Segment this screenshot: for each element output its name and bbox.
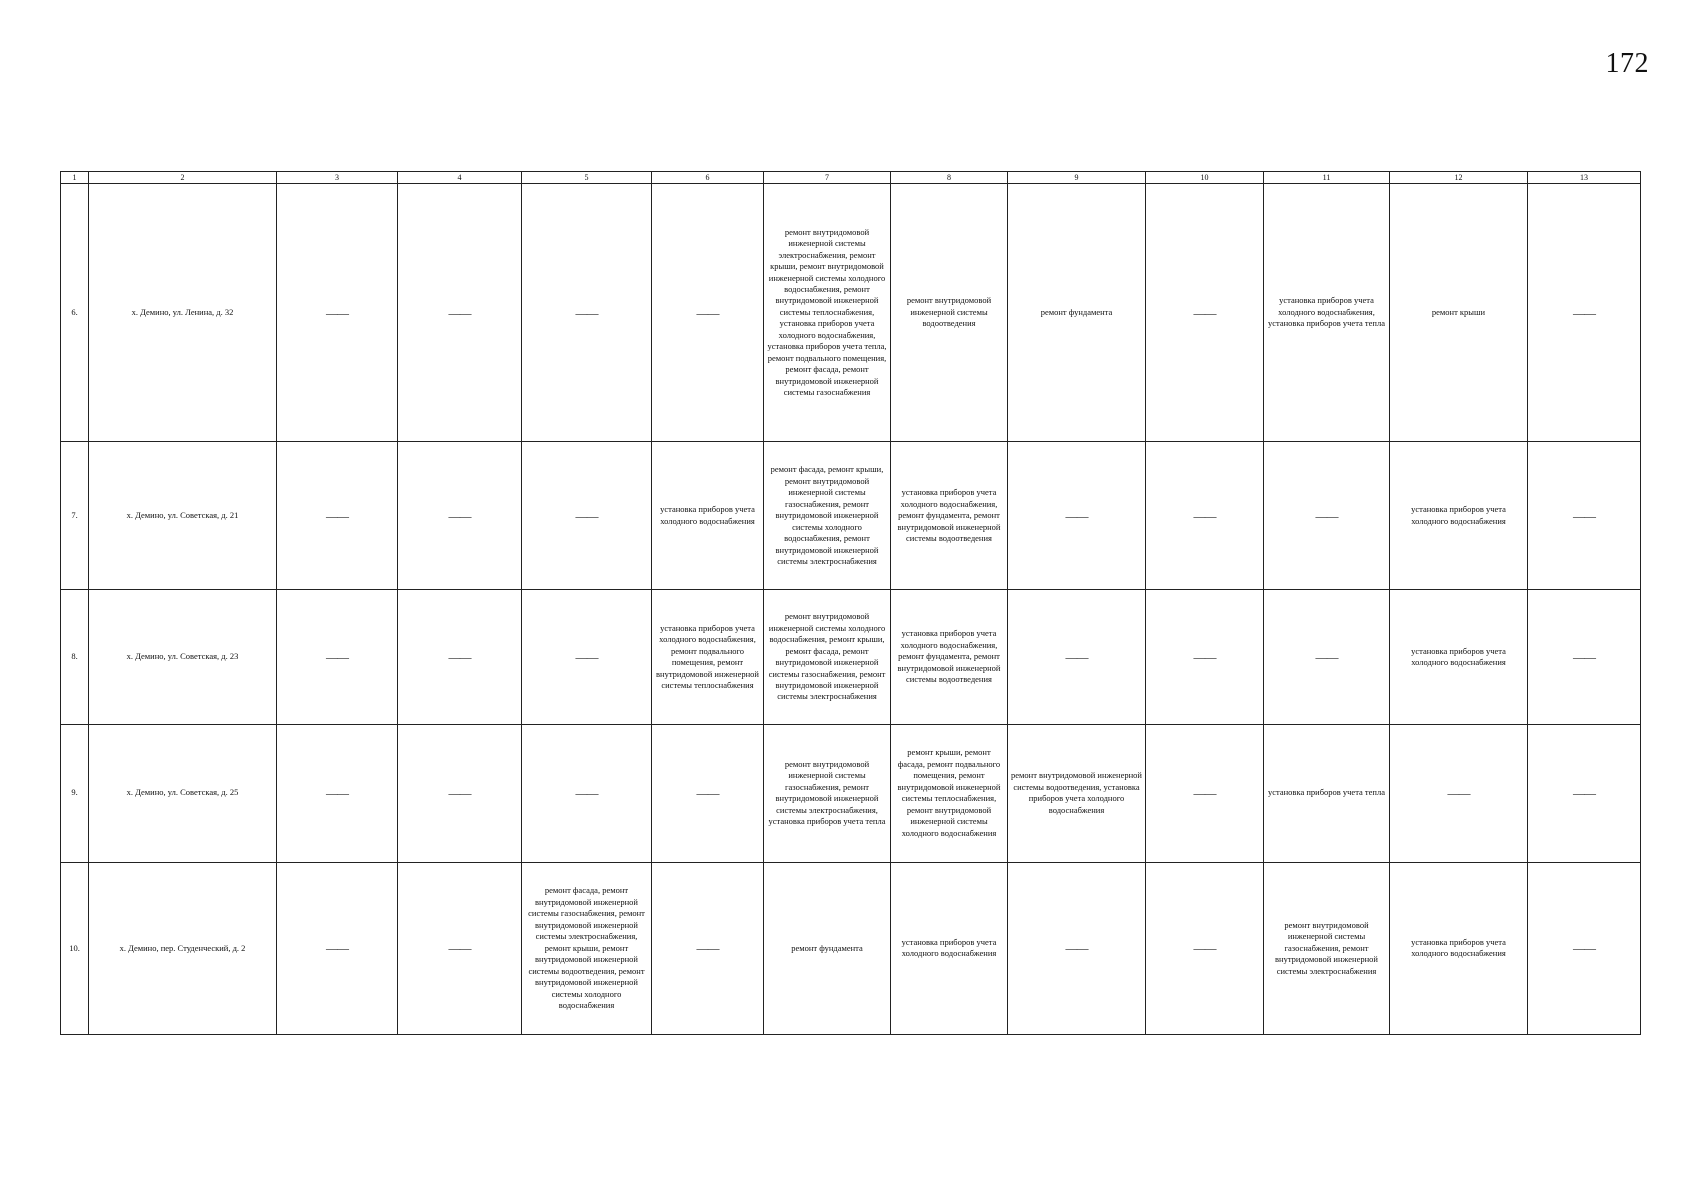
dash-cell: —— [398,184,522,442]
dash-cell: —— [277,590,398,724]
dash-cell: —— [1008,590,1146,724]
dash-cell: —— [398,862,522,1034]
works-cell: ремонт внутридомовой инженерной системы электроснабжения, ремонт крыши, ремонт внутридомовой инженерной системы холодного водоснабжения, ремонт внутридомовой инженерной системы теплоснабжения, установка приборов учета холодного водоснабжения, установка приборов учета тепла, ремонт подвального помещения, ремонт фасада, ремонт внутридомовой инженерной системы газоснабжения [764,184,891,442]
column-header: 7 [764,172,891,184]
dash-cell: —— [398,442,522,590]
table-row [61,442,1641,590]
column-header: 10 [1146,172,1264,184]
column-header: 1 [61,172,89,184]
dash-cell: —— [398,590,522,724]
repair-schedule-table [60,171,1641,1035]
dash-cell: —— [1008,442,1146,590]
dash-cell: —— [522,590,652,724]
dash-cell: —— [277,724,398,862]
table-row [61,862,1641,1034]
dash-cell: —— [277,442,398,590]
dash-cell: —— [398,724,522,862]
works-cell: ремонт внутридомовой инженерной системы газоснабжения, ремонт внутридомовой инженерной системы электроснабжения, установка приборов учета тепла [764,724,891,862]
row-number: 6. [61,184,89,442]
table-row [61,184,1641,442]
dash-cell: —— [522,442,652,590]
column-header: 11 [1264,172,1390,184]
dash-cell: —— [1264,590,1390,724]
dash-cell: —— [522,724,652,862]
column-header: 8 [891,172,1008,184]
works-cell: ремонт внутридомовой инженерной системы газоснабжения, ремонт внутридомовой инженерной системы электроснабжения [1264,862,1390,1034]
works-cell: ремонт внутридомовой инженерной системы холодного водоснабжения, ремонт крыши, ремонт фасада, ремонт внутридомовой инженерной системы газоснабжения, ремонт внутридомовой инженерной системы электроснабжения [764,590,891,724]
dash-cell: —— [1264,442,1390,590]
works-cell: ремонт фасада, ремонт внутридомовой инженерной системы газоснабжения, ремонт внутридомовой инженерной системы электроснабжения, ремонт крыши, ремонт внутридомовой инженерной системы водоотведения, ремонт внутридомовой инженерной системы холодного водоснабжения [522,862,652,1034]
column-header: 9 [1008,172,1146,184]
works-cell: установка приборов учета холодного водоснабжения [891,862,1008,1034]
dash-cell: —— [1146,590,1264,724]
column-header: 6 [652,172,764,184]
dash-cell: —— [1146,862,1264,1034]
works-cell: ремонт крыши [1390,184,1528,442]
table-row [61,590,1641,724]
address-cell: х. Демино, ул. Советская, д. 21 [89,442,277,590]
works-cell: установка приборов учета холодного водоснабжения [1390,590,1528,724]
dash-cell: —— [1528,724,1641,862]
works-cell: установка приборов учета холодного водоснабжения, установка приборов учета тепла [1264,184,1390,442]
works-cell: установка приборов учета холодного водоснабжения, ремонт фундамента, ремонт внутридомовой инженерной системы водоотведения [891,590,1008,724]
dash-cell: —— [1528,442,1641,590]
dash-cell: —— [1390,724,1528,862]
works-cell: ремонт фундамента [1008,184,1146,442]
column-header: 12 [1390,172,1528,184]
address-cell: х. Демино, пер. Студенческий, д. 2 [89,862,277,1034]
address-cell: х. Демино, ул. Ленина, д. 32 [89,184,277,442]
dash-cell: —— [1146,724,1264,862]
dash-cell: —— [652,862,764,1034]
works-cell: установка приборов учета холодного водоснабжения [1390,862,1528,1034]
dash-cell: —— [1528,590,1641,724]
table-row [61,724,1641,862]
dash-cell: —— [277,184,398,442]
works-cell: ремонт фасада, ремонт крыши, ремонт внутридомовой инженерной системы газоснабжения, ремонт внутридомовой инженерной системы холодного водоснабжения, ремонт внутридомовой инженерной системы электроснабжения [764,442,891,590]
works-cell: установка приборов учета тепла [1264,724,1390,862]
dash-cell: —— [652,184,764,442]
works-cell: ремонт фундамента [764,862,891,1034]
dash-cell: —— [1528,862,1641,1034]
row-number: 7. [61,442,89,590]
dash-cell: —— [522,184,652,442]
works-cell: установка приборов учета холодного водоснабжения, ремонт подвального помещения, ремонт внутридомовой инженерной системы теплоснабжения [652,590,764,724]
row-number: 8. [61,590,89,724]
dash-cell: —— [1528,184,1641,442]
dash-cell: —— [1008,862,1146,1034]
works-cell: установка приборов учета холодного водоснабжения [652,442,764,590]
dash-cell: —— [277,862,398,1034]
works-cell: установка приборов учета холодного водоснабжения [1390,442,1528,590]
dash-cell: —— [1146,184,1264,442]
column-header: 5 [522,172,652,184]
works-cell: ремонт крыши, ремонт фасада, ремонт подвального помещения, ремонт внутридомовой инженерной системы теплоснабжения, ремонт внутридомовой инженерной системы холодного водоснабжения [891,724,1008,862]
column-header: 3 [277,172,398,184]
address-cell: х. Демино, ул. Советская, д. 23 [89,590,277,724]
column-header: 2 [89,172,277,184]
page-number: 172 [1605,48,1649,79]
dash-cell: —— [1146,442,1264,590]
address-cell: х. Демино, ул. Советская, д. 25 [89,724,277,862]
column-header: 13 [1528,172,1641,184]
dash-cell: —— [652,724,764,862]
column-header: 4 [398,172,522,184]
works-cell: установка приборов учета холодного водоснабжения, ремонт фундамента, ремонт внутридомовой инженерной системы водоотведения [891,442,1008,590]
works-cell: ремонт внутридомовой инженерной системы водоотведения [891,184,1008,442]
column-number-header-row [61,172,1641,184]
row-number: 9. [61,724,89,862]
row-number: 10. [61,862,89,1034]
works-cell: ремонт внутридомовой инженерной системы водоотведения, установка приборов учета холодного водоснабжения [1008,724,1146,862]
